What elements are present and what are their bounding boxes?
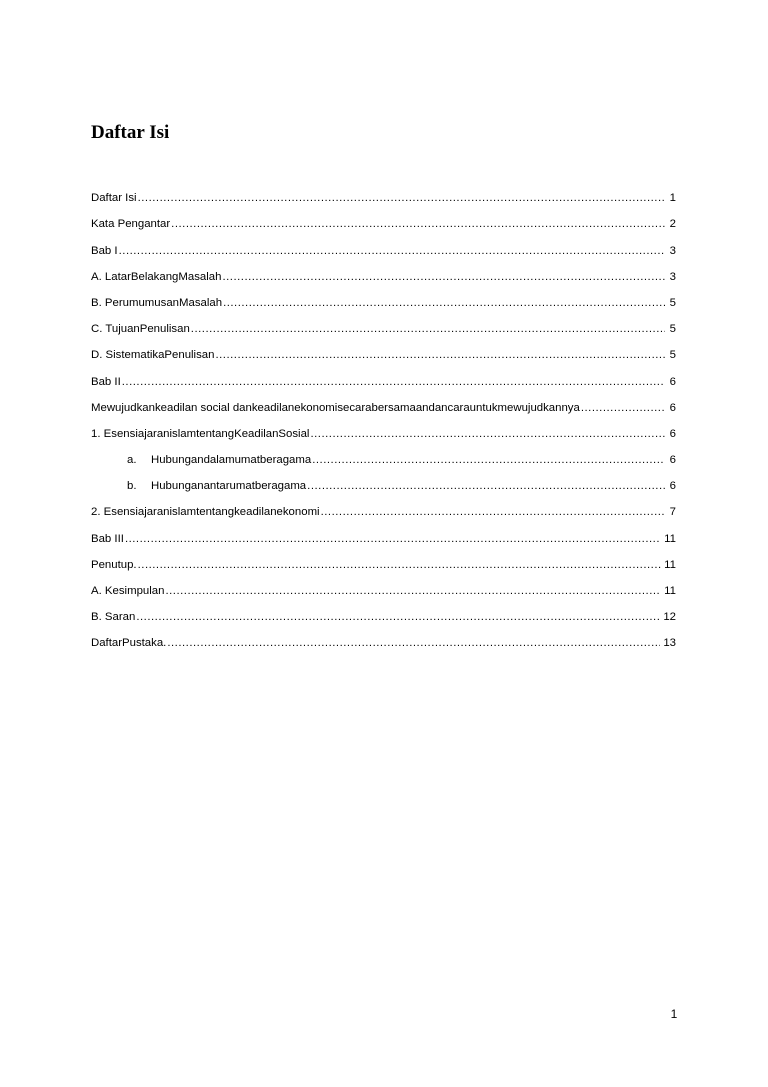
toc-entry[interactable] (91, 180, 676, 206)
toc-leader-dots (138, 190, 665, 206)
toc-subentry-label: Hubungandalamumatberagama (151, 454, 312, 467)
toc-entry-page: 11 (664, 585, 676, 597)
toc-entry-label (127, 452, 312, 468)
toc-entry-page: 2 (669, 218, 676, 231)
toc-entry-page: 5 (669, 349, 676, 362)
toc-entry-label: D. SistematikaPenulisan (91, 349, 215, 362)
toc-entry-label: B. Saran (91, 611, 136, 624)
toc-subentry-label: Hubunganantarumatberagama (151, 480, 307, 493)
toc-leader-dots (223, 295, 665, 311)
toc-leader-dots (312, 452, 665, 468)
toc-entry[interactable] (91, 311, 676, 337)
toc-entry-page: 7 (669, 506, 676, 519)
toc-entry-page: 13 (663, 637, 676, 650)
toc-entry-page: 3 (669, 270, 676, 283)
toc-leader-dots (171, 216, 665, 232)
toc-entry-page: 6 (669, 401, 676, 414)
toc-entry[interactable] (91, 520, 676, 546)
toc-entry[interactable] (91, 206, 676, 232)
toc-leader-dots (119, 243, 665, 259)
toc-entry-page: 6 (669, 480, 676, 493)
toc-entry-page: 6 (669, 427, 676, 440)
toc-entry-page: 5 (669, 296, 676, 309)
toc-entry-page: 11 (664, 532, 676, 545)
toc-entry[interactable] (91, 573, 676, 599)
toc-entry[interactable] (91, 337, 676, 363)
toc-subentry[interactable] (91, 468, 676, 494)
toc-entry[interactable] (91, 547, 676, 573)
toc-leader-dots (165, 583, 661, 599)
toc-entry[interactable] (91, 625, 676, 651)
toc-entry[interactable] (91, 494, 676, 520)
toc-leader-dots (122, 374, 665, 390)
toc-entry[interactable] (91, 259, 676, 285)
toc-leader-dots (222, 269, 665, 285)
toc-entry[interactable] (91, 390, 676, 416)
toc-entry-page: 11 (664, 558, 676, 571)
toc-entry-page: 6 (669, 375, 676, 388)
toc-entry-label: Bab I (91, 244, 118, 257)
toc-entry-label: A. LatarBelakangMasalah (91, 270, 222, 283)
toc-entry-label: Bab III (91, 532, 124, 545)
toc-leader-dots (310, 426, 665, 442)
toc-entry-label: Penutup. (91, 558, 137, 571)
toc-leader-dots (191, 321, 665, 337)
toc-leader-dots (307, 478, 665, 494)
toc-leader-dots (215, 347, 665, 363)
toc-entry-label: Daftar Isi (91, 192, 137, 205)
toc-entry-page: 5 (669, 323, 676, 336)
toc-entry-label: DaftarPustaka. (91, 637, 167, 650)
table-of-contents (91, 180, 676, 651)
toc-entry[interactable] (91, 285, 676, 311)
toc-entry-label: A. Kesimpulan (91, 585, 165, 597)
toc-subentry[interactable] (91, 442, 676, 468)
toc-entry-label: Bab II (91, 375, 121, 388)
toc-entry-label: 1. EsensiajaranislamtentangKeadilanSosial (91, 427, 310, 440)
toc-entry[interactable] (91, 232, 676, 258)
toc-entry-label: Kata Pengantar (91, 218, 171, 231)
toc-entry-label (127, 478, 307, 494)
toc-entry[interactable] (91, 363, 676, 389)
page-title: Daftar Isi (91, 122, 170, 143)
toc-leader-dots (321, 504, 665, 520)
toc-leader-dots (136, 609, 660, 625)
toc-entry-label: C. TujuanPenulisan (91, 323, 190, 336)
toc-leader-dots (125, 531, 661, 547)
toc-leader-dots (138, 557, 662, 573)
toc-entry[interactable] (91, 599, 676, 625)
toc-entry-label: Mewujudkankeadilan social dankeadilanekonomisecarabersamaandancaraunt​ukmewujudkannya (91, 401, 580, 414)
toc-leader-dots (167, 635, 660, 651)
toc-entry-page: 6 (669, 454, 676, 467)
toc-subentry-marker: a. (127, 454, 137, 467)
toc-entry-page: 12 (663, 611, 676, 624)
toc-leader-dots (581, 400, 665, 416)
toc-entry-label: 2. Esensiajaranislamtentangkeadilanekonomi (91, 506, 320, 519)
toc-entry[interactable] (91, 416, 676, 442)
toc-entry-page: 1 (669, 192, 676, 205)
toc-entry-label: B. PerumumusanMasalah (91, 296, 223, 309)
toc-entry-page: 3 (669, 244, 676, 257)
page-number: 1 (670, 1007, 678, 1021)
toc-subentry-marker: b. (127, 480, 137, 493)
